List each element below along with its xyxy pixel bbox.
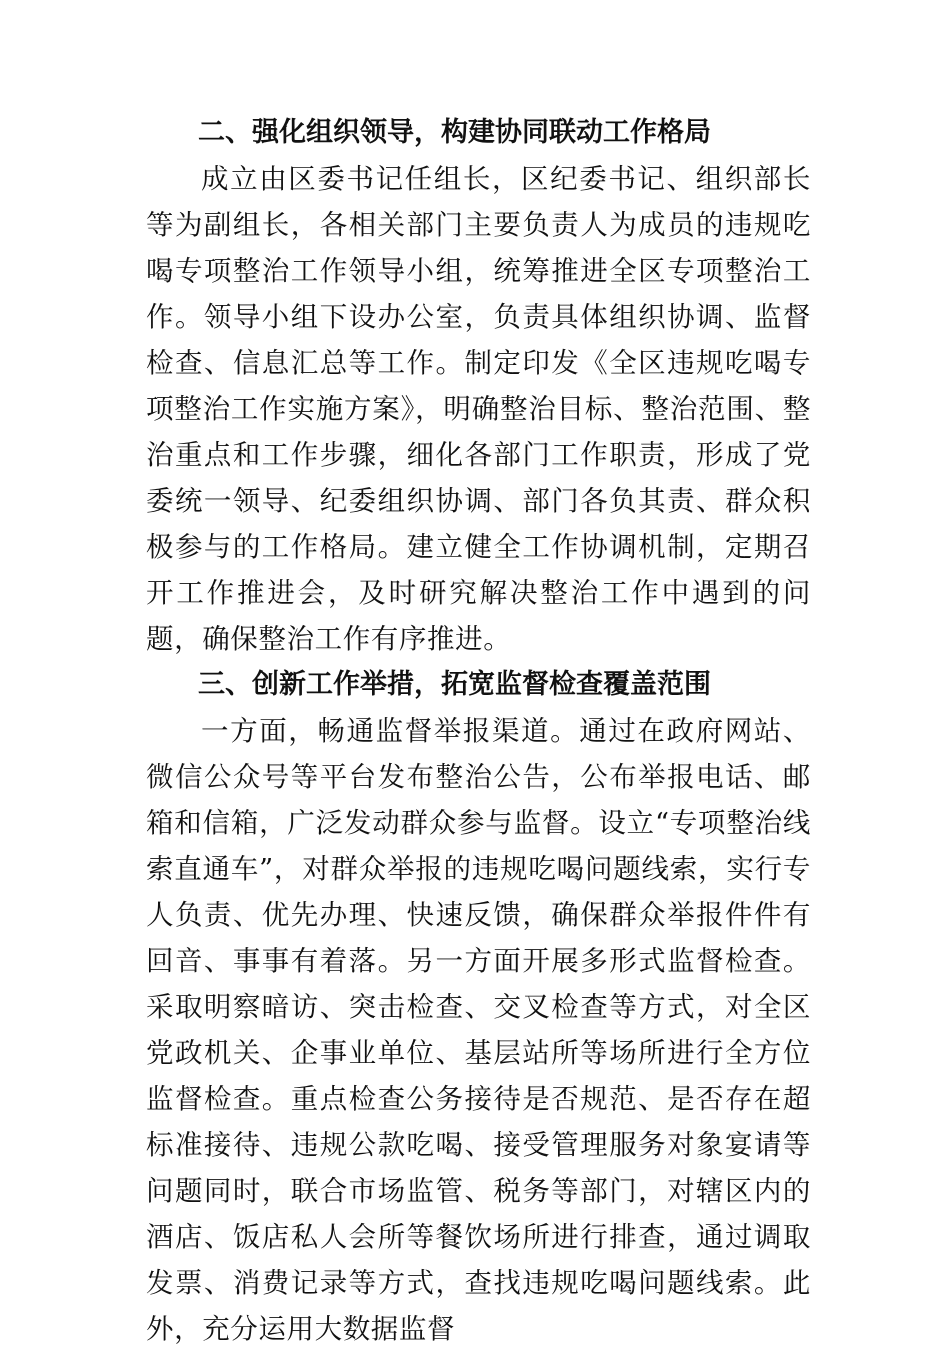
section-heading-3: 三、创新工作举措，拓宽监督检查覆盖范围 bbox=[198, 669, 711, 700]
section-paragraph-2: 成立由区委书记任组长，区纪委书记、组织部长等为副组长，各相关部门主要负责人为成员的违规吃喝专项整治工作领导小组，统筹推进全区专项整治工作。领导小组下设办公室，负责具体组织协调、监督检查、信息汇总等工作。制定印发《全区违规吃喝专项整治工作实施方案》，明确整治目标、整治范围、整治重点和工作步骤，细化各部门工作职责，形成了党委统一领导、纪委组织协调、部门各负其责、群众积极参与的工作格局。建立健全工作协调机制，定期召开工作推进会，及时研究解决整治工作中遇到的问题，确保整治工作有序推进。 bbox=[146, 163, 811, 655]
section-paragraph-3: 一方面，畅通监督举报渠道。通过在政府网站、微信公众号等平台发布整治公告，公布举报电话、邮箱和信箱，广泛发动群众参与监督。设立“专项整治线索直通车”，对群众举报的违规吃喝问题线索，实行专人负责、优先办理、快速反馈，确保群众举报件件有回音、事事有着落。另一方面开展多形式监督检查。采取明察暗访、突击检查、交叉检查等方式，对全区党政机关、企事业单位、基层站所等场所进行全方位监督检查。重点检查公务接待是否规范、是否存在超标准接待、违规公款吃喝、接受管理服务对象宴请等问题同时，联合市场监管、税务等部门，对辖区内的酒店、饭店私人会所等餐饮场所进行排查，通过调取发票、消费记录等方式，查找违规吃喝问题线索。此外，充分运用大数据监督 bbox=[146, 715, 811, 1345]
document-body bbox=[146, 110, 811, 1352]
section-heading-2: 二、强化组织领导，构建协同联动工作格局 bbox=[198, 117, 711, 148]
